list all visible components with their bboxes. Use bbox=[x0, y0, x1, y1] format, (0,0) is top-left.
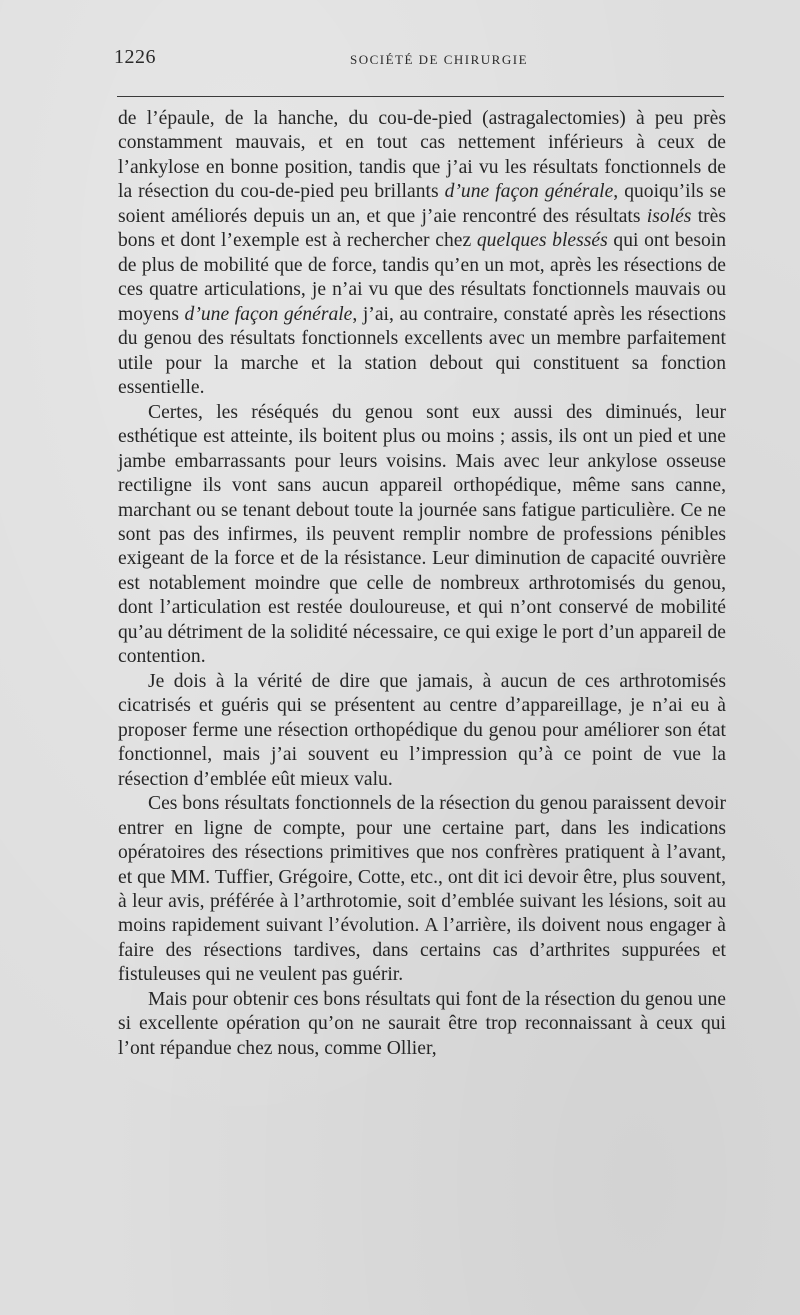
body-text bbox=[118, 107, 726, 1061]
text-run: de l’épaule, de la hanche, du cou-de-pied (astragalectomies) à peu près constamment mauvais, et en tout cas nettement inférieurs à ceux de l’ankylose en bonne position, tandis que j’ai vu les résultats fonctionnels de la résection du cou-de-pied peu brillants bbox=[118, 108, 726, 203]
text-run: Certes, les réséqués du genou sont eux aussi des diminués, leur esthétique est atteinte, ils boitent plus ou moins ; assis, ils ont un pied et une jambe embarrassants pour leurs voisins. Mais avec leur ankylose osseuse rectiligne ils vont sans aucun appareil orthopédique, même sans canne, marchant ou se tenant debout toute la journée sans fatigue particulière. Ce ne sont pas des infirmes, ils peuvent remplir nombre de professions pénibles exigeant de la force et de la résistance. Leur diminution de capacité ouvrière est notablement moindre que celle de nombreux arthrotomisés du genou, dont l’articulation est restée douloureuse, et qui n’ont conservé de mobilité qu’au détriment de la solidité nécessaire, ce qui exige le port d’un appareil de contention. bbox=[118, 401, 726, 668]
text-run: qui ont besoin de plus de mobilité que de force, tandis qu’en un mot, après les résections de ces quatre articulations, je n’ai vu que des résultats fonctionnels mauvais ou moyens bbox=[118, 230, 727, 325]
paragraph bbox=[118, 670, 726, 792]
page-number: 1226 bbox=[114, 46, 156, 68]
running-head: SOCIÉTÉ DE CHIRURGIE bbox=[349, 52, 529, 67]
text-run: , j’ai, au contraire, constaté après les résections du genou des résultats fonctionnels excellents avec un membre parfaitement utile pour la marche et la station debout qui constituent sa fonction essentielle. bbox=[118, 303, 726, 399]
italic-phrase: d’une façon générale bbox=[184, 303, 353, 325]
italic-phrase: isolés bbox=[646, 205, 692, 227]
header-rule bbox=[117, 96, 724, 97]
text-run: Je dois à la vérité de dire que jamais, à aucun de ces arthrotomisés cicatrisés et guéris qui se présentent au centre d’appareillage, je n’ai eu à proposer ferme une résection orthopédique du genou pour améliorer son état fonctionnel, mais j’ai souvent eu l’impression qu’à ce point de vue la résection d’emblée eût mieux valu. bbox=[118, 670, 726, 790]
paragraph bbox=[118, 792, 726, 988]
italic-phrase: quelques blessés bbox=[476, 230, 608, 252]
paragraph bbox=[118, 107, 726, 401]
text-run: Mais pour obtenir ces bons résultats qui font de la résection du genou une si excellente opération qu’on ne saurait être trop reconnaissant à ceux qui l’ont répandue chez nous, comme Ollier, bbox=[118, 988, 726, 1059]
text-run: Ces bons résultats fonctionnels de la résection du genou paraissent devoir entrer en ligne de compte, pour une certaine part, dans les indications opératoires des résections primitives que nos confrères pratiquent à l’avant, et que MM. Tuffier, Grégoire, Cotte, etc., ont dit ici devoir être, plus souvent, à leur avis, préférée à l’arthrotomie, soit d’emblée suivant les lésions, soit au moins rapidement suivant l’évolution. A l’arrière, ils doivent nous engager à faire des résections tardives, dans certains cas d’arthrites suppurées et fistuleuses qui ne veulent pas guérir. bbox=[118, 793, 726, 986]
italic-phrase: d’une façon générale bbox=[444, 181, 614, 203]
text-run: , quoiqu’ils se soient améliorés depuis un an, et que j’aie rencontré des résultats bbox=[118, 181, 726, 227]
page-header bbox=[114, 46, 724, 86]
paragraph bbox=[118, 401, 726, 670]
text-run: très bons et dont l’exemple est à rechercher chez bbox=[118, 205, 726, 252]
paragraph bbox=[118, 988, 726, 1061]
